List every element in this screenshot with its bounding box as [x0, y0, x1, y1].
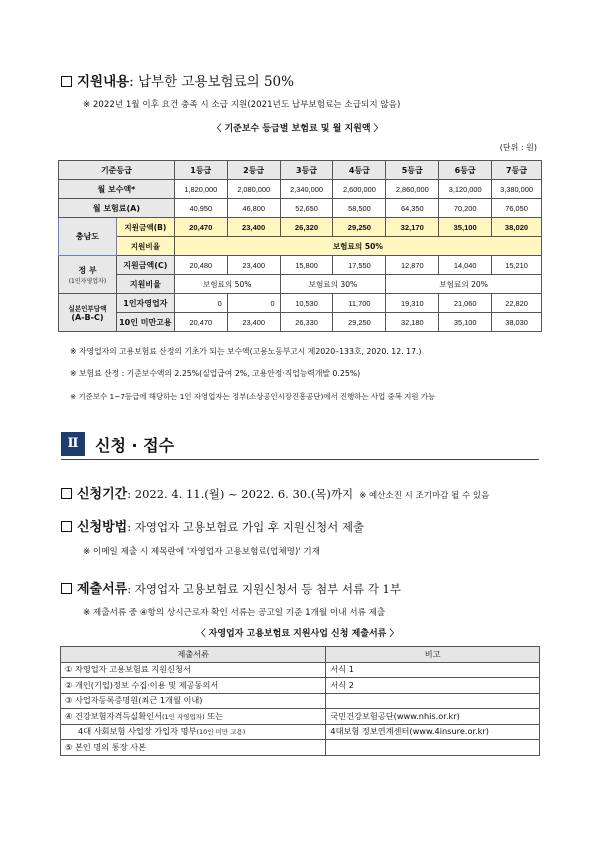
- docs-text: : 자영업자 고용보험료 지원신청서 등 첨부 서류 각 1부: [127, 582, 401, 596]
- table-cell: 0: [174, 294, 227, 313]
- premium-row: [59, 199, 542, 218]
- table-cell: 32,170: [386, 218, 439, 237]
- grade-header-cell: 6등급: [439, 161, 492, 180]
- method-line: [61, 516, 364, 535]
- note-line: ※ 자영업자의 고용보험료 산정의 기초가 되는 보수액(고용노동부고시 제2020–133호, 2020. 12. 17.): [70, 347, 422, 356]
- grade-header-cell: 7등급: [492, 161, 542, 180]
- support-note: ※ 2022년 1월 이후 요건 충족 시 소급 지원(2021년도 납부보험료는 소급되지 않음): [83, 100, 401, 110]
- period-heading: 신청기간: [77, 487, 128, 502]
- support-heading: 지원내용: [77, 74, 130, 90]
- doc-text: 4대 사회보험 사업장 가입자 명부: [65, 726, 197, 737]
- remark-cell: 서식 1: [326, 662, 540, 678]
- row-label: 지원금액(B): [116, 218, 174, 237]
- table-cell: 2,600,000: [333, 180, 386, 199]
- grade-header-cell: 2등급: [227, 161, 280, 180]
- gov-label: [59, 256, 117, 294]
- gov-label-sub: (1인자영업자): [68, 277, 107, 285]
- note-line: ※ 보험료 산정 : 기준보수액의 2.25%(실업급여 2%, 고용안정·직업능력개발 0.25%): [70, 369, 361, 378]
- table-cell: 23,400: [227, 313, 280, 332]
- row-label: 지원비율: [116, 275, 174, 294]
- doc-tail-text: 또는: [204, 710, 224, 721]
- table-cell: 26,320: [280, 218, 333, 237]
- table-row: [61, 724, 540, 740]
- table-cell: 보험료의 50%: [174, 275, 280, 294]
- doc-cell: ① 자영업자 고용보험료 지원신청서: [61, 662, 326, 678]
- row-label: 1인자영업자: [116, 294, 174, 313]
- remark-cell: [326, 693, 540, 709]
- table-cell: 2,860,000: [386, 180, 439, 199]
- table-cell: 0: [227, 294, 280, 313]
- table-row: [61, 740, 540, 756]
- docs-line: [61, 578, 401, 597]
- table-cell: 17,550: [333, 256, 386, 275]
- remark-cell: 국민건강보험공단(www.nhis.or.kr): [326, 709, 540, 725]
- table-cell: 40,950: [174, 199, 227, 218]
- monthly-pay-row: [59, 180, 542, 199]
- table-cell: 64,350: [386, 199, 439, 218]
- self-label-sub: (A-B-C): [71, 313, 104, 322]
- table-cell: 76,050: [492, 199, 542, 218]
- period-note: ※ 예산소진 시 조기마감 될 수 있음: [359, 491, 490, 501]
- table-cell: 보험료의 30%: [280, 275, 386, 294]
- section-number-badge: Ⅱ: [61, 432, 85, 456]
- table-cell: 12,870: [386, 256, 439, 275]
- chungnam-rate-row: [59, 237, 542, 256]
- support-heading-line: [61, 70, 294, 90]
- gov-rate-row: [59, 275, 542, 294]
- section-title: 신청 · 접수: [95, 436, 175, 455]
- grade-table-title: 〈 기준보수 등급별 보험료 및 월 지원액 〉: [212, 124, 383, 134]
- docs-header-cell: 제출서류: [61, 647, 326, 663]
- table-cell: 58,500: [333, 199, 386, 218]
- table-cell: 29,250: [333, 313, 386, 332]
- table-cell: 22,820: [492, 294, 542, 313]
- single-row: [59, 294, 542, 313]
- note-line: ※ 기준보수 1~7등급에 해당하는 1인 자영업자는 정부(소상공인시장진흥공단)에서 진행하는 사업 중복 지원 가능: [70, 392, 436, 401]
- docs-table-title: 〈 자영업자 고용보험료 지원사업 신청 제출서류 〉: [196, 629, 399, 639]
- table-cell: 26,330: [280, 313, 333, 332]
- doc-cell: ③ 사업자등록증명원(최근 1개월 이내): [61, 693, 326, 709]
- docs-note: ※ 제출서류 중 ④항의 상시근로자 확인 서류는 공고일 기준 1개월 이내 서류 제출: [83, 608, 386, 618]
- checkbox-square-icon: [61, 583, 72, 594]
- table-cell: 1,820,000: [174, 180, 227, 199]
- row-label: 월 보험료(A): [59, 199, 175, 218]
- row-label: 월 보수액*: [59, 180, 175, 199]
- table-row: [61, 678, 540, 694]
- method-text: : 자영업자 고용보험료 가입 후 지원신청서 제출: [127, 520, 365, 534]
- doc-cell: [61, 709, 326, 725]
- table-cell: 19,310: [386, 294, 439, 313]
- table-cell: 11,700: [333, 294, 386, 313]
- grade-header-cell: 3등급: [280, 161, 333, 180]
- table-cell: 20,470: [174, 313, 227, 332]
- period-text: : 2022. 4. 11.(월) ~ 2022. 6. 30.(목)까지: [127, 487, 354, 501]
- doc-cell: ② 개인(기업)정보 수집·이용 및 제공동의서: [61, 678, 326, 694]
- checkbox-square-icon: [61, 488, 72, 499]
- table-cell: 3,120,000: [439, 180, 492, 199]
- doc-small-text: (10인 미만 고용): [196, 728, 246, 737]
- table-cell: 35,100: [439, 313, 492, 332]
- gov-label-main: 정 부: [78, 265, 97, 275]
- table-cell: 32,180: [386, 313, 439, 332]
- method-heading: 신청방법: [77, 520, 128, 535]
- table-cell: 23,400: [227, 218, 280, 237]
- doc-cell: [61, 724, 326, 740]
- table-cell: 23,400: [227, 256, 280, 275]
- row-label: 10인 미만고용: [116, 313, 174, 332]
- period-line: [61, 483, 489, 502]
- doc-text: ④ 건강보험자격득실확인서: [65, 710, 162, 721]
- chungnam-amount-row: [59, 218, 542, 237]
- grade-header-cell: 4등급: [333, 161, 386, 180]
- table-cell: 38,020: [492, 218, 542, 237]
- table-cell: 보험료의 50%: [174, 237, 541, 256]
- remark-cell: [326, 740, 540, 756]
- table-cell: 38,030: [492, 313, 542, 332]
- table-cell: 2,080,000: [227, 180, 280, 199]
- table-cell: 14,040: [439, 256, 492, 275]
- docs-header-cell: 비고: [326, 647, 540, 663]
- table-cell: 46,800: [227, 199, 280, 218]
- table-cell: 29,250: [333, 218, 386, 237]
- remark-cell: 4대보험 정보연계센터(www.4insure.or.kr): [326, 724, 540, 740]
- docs-heading: 제출서류: [77, 582, 128, 597]
- row-label: 지원비율: [116, 237, 174, 256]
- support-heading-tail: : 납부한 고용보험료의 50%: [129, 74, 294, 90]
- table-cell: 20,480: [174, 256, 227, 275]
- table-cell: 21,060: [439, 294, 492, 313]
- table-cell: 70,200: [439, 199, 492, 218]
- self-label-main: 실본인부담액: [68, 305, 107, 313]
- chungnam-label: 충남도: [59, 218, 117, 256]
- table-cell: 3,380,000: [492, 180, 542, 199]
- table-row: [61, 709, 540, 725]
- remark-cell: 서식 2: [326, 678, 540, 694]
- grade-header-row: [59, 161, 542, 180]
- method-note: ※ 이메일 제출 시 제목란에 '자영업자 고용보험료(업체명)' 기재: [83, 547, 320, 557]
- grade-table: [58, 160, 542, 332]
- doc-small-text: (1인 자영업자): [161, 712, 205, 721]
- table-cell: 보험료의 20%: [386, 275, 542, 294]
- table-cell: 20,470: [174, 218, 227, 237]
- section-divider: [61, 459, 539, 460]
- small-row: [59, 313, 542, 332]
- table-cell: 15,210: [492, 256, 542, 275]
- table-row: [61, 693, 540, 709]
- table-cell: 15,800: [280, 256, 333, 275]
- docs-header-row: [61, 647, 540, 663]
- table-row: [61, 662, 540, 678]
- table-cell: 35,100: [439, 218, 492, 237]
- checkbox-square-icon: [61, 521, 72, 532]
- table-cell: 2,340,000: [280, 180, 333, 199]
- self-label: [59, 294, 117, 332]
- grade-header-cell: 1등급: [174, 161, 227, 180]
- grade-header-cell: 5등급: [386, 161, 439, 180]
- row-label: 지원금액(C): [116, 256, 174, 275]
- checkbox-square-icon: [61, 76, 72, 87]
- unit-label: (단위 : 원): [499, 143, 537, 152]
- table-cell: 10,530: [280, 294, 333, 313]
- table-cell: 52,650: [280, 199, 333, 218]
- gov-amount-row: [59, 256, 542, 275]
- grade-header-cell: 기준등급: [59, 161, 175, 180]
- doc-cell: ⑤ 본인 명의 통장 사본: [61, 740, 326, 756]
- docs-table: [60, 646, 540, 756]
